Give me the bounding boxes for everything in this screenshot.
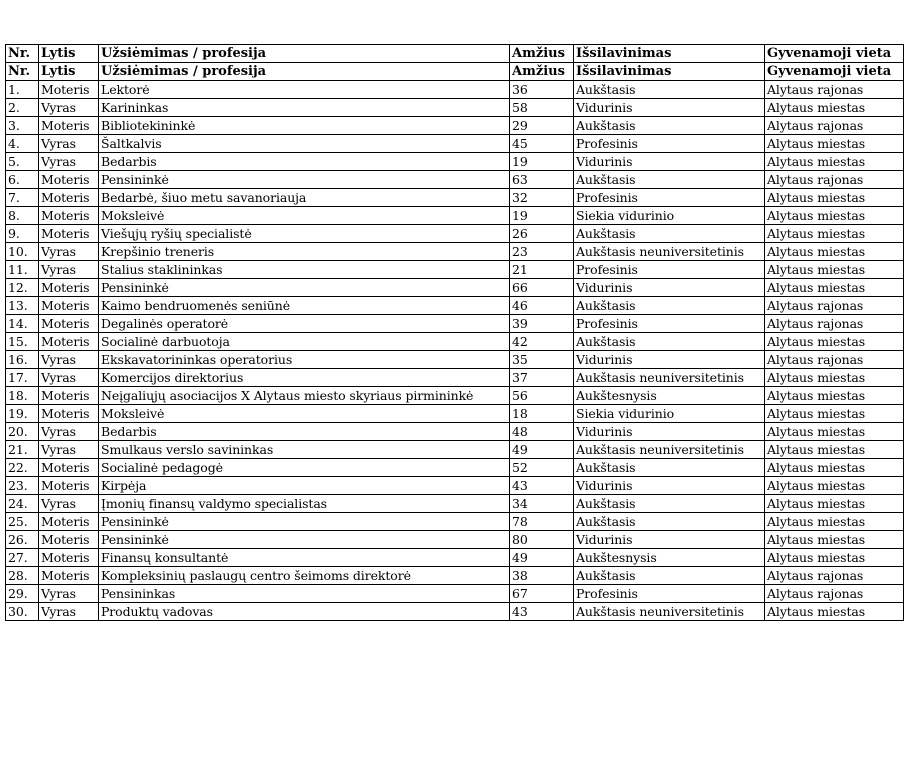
cell-gyvenamoji-vieta: Alytaus miestas	[765, 387, 904, 405]
cell-profesija: Smulkaus verslo savininkas	[99, 441, 510, 459]
table-row	[6, 603, 904, 621]
table-row	[6, 225, 904, 243]
table-row	[6, 99, 904, 117]
table-row	[6, 207, 904, 225]
cell-gyvenamoji-vieta: Alytaus miestas	[765, 153, 904, 171]
cell-nr: 2.	[6, 99, 39, 117]
cell-issilavinimas: Aukštasis neuniversitetinis	[574, 603, 765, 621]
cell-profesija: Pensininkas	[99, 585, 510, 603]
header-row	[6, 45, 904, 63]
cell-gyvenamoji-vieta: Alytaus miestas	[765, 99, 904, 117]
table-body	[6, 81, 904, 621]
cell-nr: 21.	[6, 441, 39, 459]
cell-issilavinimas: Profesinis	[574, 189, 765, 207]
cell-nr: 22.	[6, 459, 39, 477]
header-profesija: Užsiėmimas / profesija	[99, 45, 510, 63]
header-issilavinimas: Išsilavinimas	[574, 63, 765, 81]
cell-gyvenamoji-vieta: Alytaus miestas	[765, 513, 904, 531]
cell-nr: 5.	[6, 153, 39, 171]
cell-lytis: Moteris	[39, 315, 99, 333]
table-row	[6, 261, 904, 279]
header-issilavinimas: Išsilavinimas	[574, 45, 765, 63]
cell-amzius: 26	[510, 225, 574, 243]
cell-amzius: 45	[510, 135, 574, 153]
header-gyvenamoji-vieta: Gyvenamoji vieta	[765, 45, 904, 63]
table-row	[6, 351, 904, 369]
cell-nr: 14.	[6, 315, 39, 333]
table-row	[6, 585, 904, 603]
header-row-repeat	[6, 63, 904, 81]
cell-issilavinimas: Vidurinis	[574, 477, 765, 495]
cell-amzius: 19	[510, 153, 574, 171]
cell-profesija: Viešųjų ryšių specialistė	[99, 225, 510, 243]
cell-issilavinimas: Aukštasis	[574, 333, 765, 351]
cell-gyvenamoji-vieta: Alytaus rajonas	[765, 81, 904, 99]
cell-lytis: Vyras	[39, 585, 99, 603]
table-row	[6, 495, 904, 513]
cell-profesija: Karininkas	[99, 99, 510, 117]
cell-issilavinimas: Vidurinis	[574, 153, 765, 171]
cell-lytis: Moteris	[39, 117, 99, 135]
cell-amzius: 67	[510, 585, 574, 603]
cell-gyvenamoji-vieta: Alytaus miestas	[765, 333, 904, 351]
cell-amzius: 23	[510, 243, 574, 261]
table-row	[6, 279, 904, 297]
cell-amzius: 43	[510, 477, 574, 495]
cell-lytis: Vyras	[39, 243, 99, 261]
cell-gyvenamoji-vieta: Alytaus miestas	[765, 495, 904, 513]
cell-gyvenamoji-vieta: Alytaus miestas	[765, 441, 904, 459]
table-row	[6, 297, 904, 315]
cell-nr: 30.	[6, 603, 39, 621]
cell-profesija: Moksleivė	[99, 405, 510, 423]
cell-amzius: 19	[510, 207, 574, 225]
cell-profesija: Pensininkė	[99, 279, 510, 297]
cell-profesija: Bibliotekininkė	[99, 117, 510, 135]
cell-profesija: Bedarbis	[99, 423, 510, 441]
cell-amzius: 49	[510, 441, 574, 459]
table-row	[6, 405, 904, 423]
cell-lytis: Vyras	[39, 261, 99, 279]
cell-amzius: 34	[510, 495, 574, 513]
table-row	[6, 423, 904, 441]
table-row	[6, 333, 904, 351]
cell-amzius: 36	[510, 81, 574, 99]
cell-lytis: Moteris	[39, 171, 99, 189]
cell-lytis: Moteris	[39, 405, 99, 423]
cell-amzius: 39	[510, 315, 574, 333]
cell-profesija: Kompleksinių paslaugų centro šeimoms direktorė	[99, 567, 510, 585]
cell-issilavinimas: Aukštasis	[574, 459, 765, 477]
table-row	[6, 441, 904, 459]
cell-issilavinimas: Aukštasis neuniversitetinis	[574, 441, 765, 459]
table-row	[6, 549, 904, 567]
cell-profesija: Komercijos direktorius	[99, 369, 510, 387]
cell-gyvenamoji-vieta: Alytaus rajonas	[765, 567, 904, 585]
cell-profesija: Socialinė pedagogė	[99, 459, 510, 477]
cell-issilavinimas: Vidurinis	[574, 99, 765, 117]
cell-amzius: 46	[510, 297, 574, 315]
cell-amzius: 58	[510, 99, 574, 117]
cell-profesija: Produktų vadovas	[99, 603, 510, 621]
cell-profesija: Stalius staklininkas	[99, 261, 510, 279]
cell-gyvenamoji-vieta: Alytaus miestas	[765, 549, 904, 567]
cell-profesija: Bedarbis	[99, 153, 510, 171]
cell-amzius: 52	[510, 459, 574, 477]
cell-gyvenamoji-vieta: Alytaus miestas	[765, 459, 904, 477]
header-nr: Nr.	[6, 63, 39, 81]
cell-lytis: Moteris	[39, 567, 99, 585]
cell-profesija: Bedarbė, šiuo metu savanoriauja	[99, 189, 510, 207]
cell-gyvenamoji-vieta: Alytaus miestas	[765, 207, 904, 225]
cell-lytis: Moteris	[39, 207, 99, 225]
cell-gyvenamoji-vieta: Alytaus miestas	[765, 243, 904, 261]
cell-nr: 23.	[6, 477, 39, 495]
cell-lytis: Vyras	[39, 99, 99, 117]
cell-issilavinimas: Profesinis	[574, 585, 765, 603]
header-amzius: Amžius	[510, 63, 574, 81]
cell-issilavinimas: Aukštasis	[574, 567, 765, 585]
header-lytis: Lytis	[39, 63, 99, 81]
cell-profesija: Įmonių finansų valdymo specialistas	[99, 495, 510, 513]
cell-nr: 3.	[6, 117, 39, 135]
cell-gyvenamoji-vieta: Alytaus miestas	[765, 603, 904, 621]
cell-issilavinimas: Aukštasis	[574, 297, 765, 315]
cell-profesija: Pensininkė	[99, 513, 510, 531]
cell-issilavinimas: Aukštasis neuniversitetinis	[574, 243, 765, 261]
cell-nr: 12.	[6, 279, 39, 297]
cell-gyvenamoji-vieta: Alytaus rajonas	[765, 351, 904, 369]
cell-lytis: Moteris	[39, 333, 99, 351]
cell-gyvenamoji-vieta: Alytaus miestas	[765, 225, 904, 243]
cell-lytis: Moteris	[39, 81, 99, 99]
cell-amzius: 63	[510, 171, 574, 189]
cell-issilavinimas: Vidurinis	[574, 531, 765, 549]
cell-lytis: Moteris	[39, 549, 99, 567]
cell-amzius: 43	[510, 603, 574, 621]
table-row	[6, 369, 904, 387]
table-row	[6, 477, 904, 495]
table-row	[6, 387, 904, 405]
cell-nr: 15.	[6, 333, 39, 351]
cell-gyvenamoji-vieta: Alytaus rajonas	[765, 315, 904, 333]
cell-lytis: Moteris	[39, 513, 99, 531]
cell-profesija: Kaimo bendruomenės seniūnė	[99, 297, 510, 315]
cell-gyvenamoji-vieta: Alytaus rajonas	[765, 297, 904, 315]
cell-profesija: Pensininkė	[99, 531, 510, 549]
cell-amzius: 80	[510, 531, 574, 549]
document-page	[5, 44, 903, 621]
table-row	[6, 243, 904, 261]
cell-lytis: Moteris	[39, 225, 99, 243]
cell-gyvenamoji-vieta: Alytaus miestas	[765, 423, 904, 441]
cell-gyvenamoji-vieta: Alytaus miestas	[765, 261, 904, 279]
cell-profesija: Finansų konsultantė	[99, 549, 510, 567]
cell-issilavinimas: Aukštasis	[574, 171, 765, 189]
cell-gyvenamoji-vieta: Alytaus miestas	[765, 405, 904, 423]
cell-amzius: 48	[510, 423, 574, 441]
cell-issilavinimas: Profesinis	[574, 135, 765, 153]
cell-amzius: 29	[510, 117, 574, 135]
cell-lytis: Vyras	[39, 495, 99, 513]
cell-amzius: 18	[510, 405, 574, 423]
table-row	[6, 459, 904, 477]
cell-amzius: 35	[510, 351, 574, 369]
cell-nr: 9.	[6, 225, 39, 243]
cell-nr: 28.	[6, 567, 39, 585]
cell-issilavinimas: Vidurinis	[574, 279, 765, 297]
table-row	[6, 513, 904, 531]
cell-profesija: Neįgaliųjų asociacijos X Alytaus miesto skyriaus pirmininkė	[99, 387, 510, 405]
cell-lytis: Moteris	[39, 459, 99, 477]
cell-lytis: Moteris	[39, 279, 99, 297]
cell-issilavinimas: Aukštesnysis	[574, 549, 765, 567]
cell-gyvenamoji-vieta: Alytaus miestas	[765, 135, 904, 153]
table-row	[6, 153, 904, 171]
table-row	[6, 531, 904, 549]
cell-nr: 17.	[6, 369, 39, 387]
cell-lytis: Vyras	[39, 603, 99, 621]
cell-profesija: Ekskavatorininkas operatorius	[99, 351, 510, 369]
cell-amzius: 56	[510, 387, 574, 405]
cell-issilavinimas: Aukštesnysis	[574, 387, 765, 405]
cell-profesija: Socialinė darbuotoja	[99, 333, 510, 351]
cell-lytis: Vyras	[39, 135, 99, 153]
cell-gyvenamoji-vieta: Alytaus miestas	[765, 369, 904, 387]
cell-nr: 7.	[6, 189, 39, 207]
cell-issilavinimas: Siekia vidurinio	[574, 405, 765, 423]
cell-nr: 26.	[6, 531, 39, 549]
cell-nr: 18.	[6, 387, 39, 405]
cell-lytis: Vyras	[39, 369, 99, 387]
cell-lytis: Vyras	[39, 423, 99, 441]
cell-profesija: Šaltkalvis	[99, 135, 510, 153]
cell-issilavinimas: Aukštasis	[574, 495, 765, 513]
cell-lytis: Moteris	[39, 531, 99, 549]
cell-lytis: Moteris	[39, 477, 99, 495]
cell-lytis: Moteris	[39, 189, 99, 207]
cell-gyvenamoji-vieta: Alytaus miestas	[765, 189, 904, 207]
cell-gyvenamoji-vieta: Alytaus rajonas	[765, 117, 904, 135]
table-row	[6, 135, 904, 153]
header-gyvenamoji-vieta: Gyvenamoji vieta	[765, 63, 904, 81]
cell-profesija: Krepšinio treneris	[99, 243, 510, 261]
cell-profesija: Pensininkė	[99, 171, 510, 189]
cell-amzius: 78	[510, 513, 574, 531]
cell-lytis: Moteris	[39, 297, 99, 315]
cell-issilavinimas: Aukštasis neuniversitetinis	[574, 369, 765, 387]
cell-lytis: Vyras	[39, 441, 99, 459]
cell-profesija: Kirpėja	[99, 477, 510, 495]
header-lytis: Lytis	[39, 45, 99, 63]
table-row	[6, 189, 904, 207]
table-row	[6, 81, 904, 99]
table-row	[6, 567, 904, 585]
cell-lytis: Moteris	[39, 387, 99, 405]
cell-issilavinimas: Siekia vidurinio	[574, 207, 765, 225]
cell-issilavinimas: Profesinis	[574, 261, 765, 279]
cell-amzius: 42	[510, 333, 574, 351]
cell-nr: 25.	[6, 513, 39, 531]
cell-gyvenamoji-vieta: Alytaus miestas	[765, 531, 904, 549]
header-amzius: Amžius	[510, 45, 574, 63]
cell-nr: 16.	[6, 351, 39, 369]
cell-issilavinimas: Aukštasis	[574, 513, 765, 531]
cell-nr: 6.	[6, 171, 39, 189]
cell-profesija: Degalinės operatorė	[99, 315, 510, 333]
respondents-table	[5, 44, 904, 621]
cell-gyvenamoji-vieta: Alytaus miestas	[765, 477, 904, 495]
cell-amzius: 37	[510, 369, 574, 387]
cell-nr: 20.	[6, 423, 39, 441]
cell-nr: 11.	[6, 261, 39, 279]
cell-issilavinimas: Vidurinis	[574, 423, 765, 441]
header-profesija: Užsiėmimas / profesija	[99, 63, 510, 81]
cell-amzius: 66	[510, 279, 574, 297]
cell-profesija: Lektorė	[99, 81, 510, 99]
cell-nr: 4.	[6, 135, 39, 153]
cell-lytis: Vyras	[39, 153, 99, 171]
cell-amzius: 49	[510, 549, 574, 567]
cell-nr: 24.	[6, 495, 39, 513]
cell-gyvenamoji-vieta: Alytaus miestas	[765, 279, 904, 297]
cell-nr: 13.	[6, 297, 39, 315]
cell-amzius: 21	[510, 261, 574, 279]
cell-gyvenamoji-vieta: Alytaus rajonas	[765, 171, 904, 189]
cell-issilavinimas: Vidurinis	[574, 351, 765, 369]
table-row	[6, 171, 904, 189]
cell-nr: 27.	[6, 549, 39, 567]
cell-lytis: Vyras	[39, 351, 99, 369]
cell-nr: 8.	[6, 207, 39, 225]
cell-issilavinimas: Aukštasis	[574, 225, 765, 243]
cell-gyvenamoji-vieta: Alytaus rajonas	[765, 585, 904, 603]
table-row	[6, 315, 904, 333]
cell-profesija: Moksleivė	[99, 207, 510, 225]
cell-nr: 19.	[6, 405, 39, 423]
cell-nr: 1.	[6, 81, 39, 99]
cell-issilavinimas: Profesinis	[574, 315, 765, 333]
cell-nr: 10.	[6, 243, 39, 261]
header-nr: Nr.	[6, 45, 39, 63]
cell-issilavinimas: Aukštasis	[574, 117, 765, 135]
cell-amzius: 32	[510, 189, 574, 207]
cell-amzius: 38	[510, 567, 574, 585]
table-row	[6, 117, 904, 135]
cell-issilavinimas: Aukštasis	[574, 81, 765, 99]
cell-nr: 29.	[6, 585, 39, 603]
